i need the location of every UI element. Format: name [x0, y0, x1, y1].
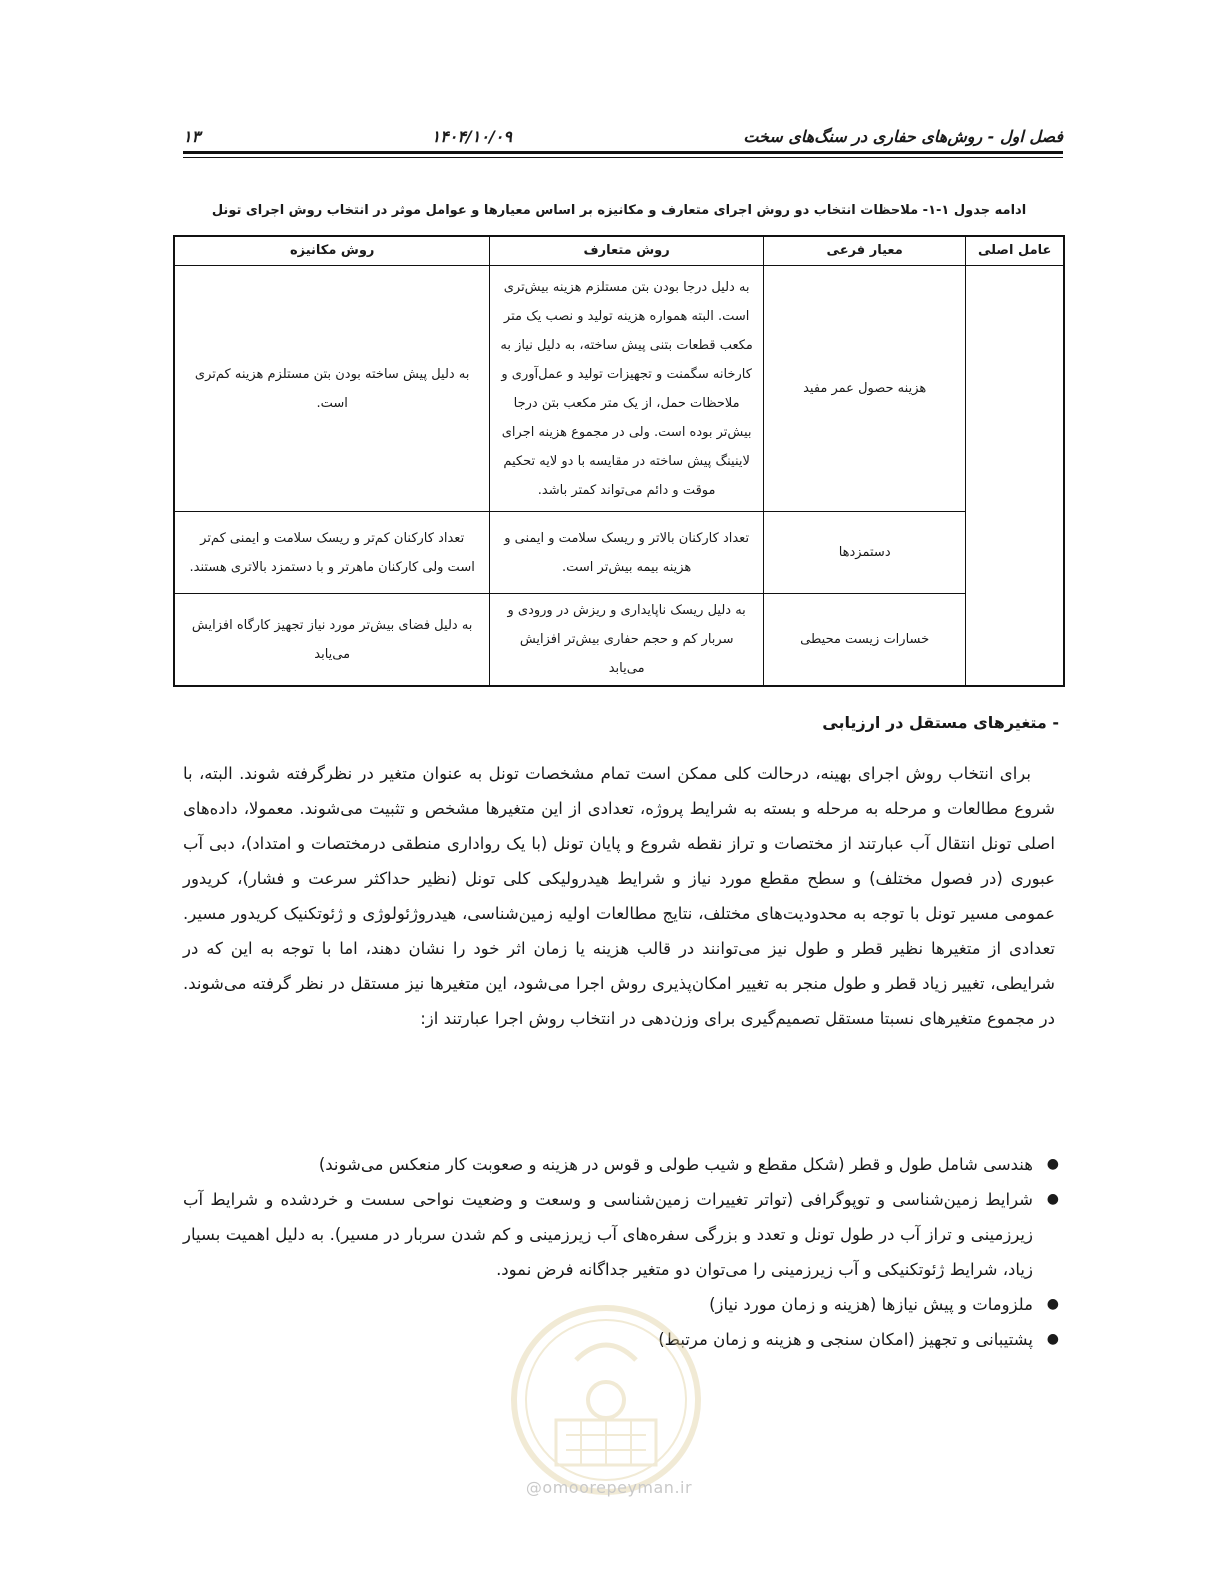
- list-item-text: شرایط زمین‌شناسی و توپوگرافی (تواتر تغییرات زمین‌شناسی و وسعت و وضعیت نواحی سست و خردشده و شرایط آب زیرزمینی و تراز آب در طول تونل و تعدد و بزرگی سفره‌های آب زیرزمینی و کم شدن سربار در مسیر). به دلیل اهمیت بسیار زیاد، شرایط ژئوتکنیکی و آب زیرزمینی را می‌توان دو متغیر جداگانه فرض نمود.: [183, 1190, 1033, 1279]
- mechanized-cell: به دلیل پیش ساخته بودن بتن مستلزم هزینه کم‌تری است.: [174, 266, 490, 512]
- watermark-text: @omoorepeyman.ir: [525, 1478, 693, 1497]
- page-number: ۱۳: [183, 127, 201, 146]
- mechanized-cell: به دلیل فضای بیش‌تر مورد نیاز تجهیز کارگاه افزایش می‌یابد: [174, 594, 490, 687]
- col-header-conventional: روش متعارف: [490, 236, 764, 266]
- paragraph-text: برای انتخاب روش اجرای بهینه، درحالت کلی ممکن است تمام مشخصات تونل به عنوان متغیر در نظرگرفته شوند. البته، با شروع مطالعات و مرحله به مرحله و بسته به شرایط پروژه، تعدادی از این متغیرها مشخص و تثبیت می‌شوند. معمولا، داده‌های اصلی تونل انتقال آب عبارتند از مختصات و تراز نقطه شروع و پایان تونل (با یک رواداری منطقی درمختصات و امتداد)، دبی آب عبوری (در فصول مختلف) و سطح مقطع مورد نیاز و شرایط هیدرولیکی کلی تونل (نظیر حداکثر سرعت و فشار)، کریدور عمومی مسیر تونل با توجه به محدودیت‌های مختلف، نتایج مطالعات اولیه زمین‌شناسی، هیدروژئولوژی و ژئوتکنیک کریدور مسیر. تعدادی از متغیرها نظیر قطر و طول نیز می‌توانند در قالب هزینه یا زمان اثر خود را نشان دهند، اما با توجه به این که در شرایطی، تغییر زیاد قطر و طول منجر به تغییر امکان‌پذیری روش اجرا می‌شود، این متغیرها نیز مستقل در نظر گرفته می‌شوند. در مجموع متغیرهای نسبتا مستقل تصمیم‌گیری برای وزن‌دهی در انتخاب روش اجرا عبارتند از:: [183, 764, 1055, 1028]
- list-item-text: پشتیبانی و تجهیز (امکان سنجی و هزینه و زمان مرتبط): [658, 1330, 1033, 1349]
- list-item: [183, 1182, 1065, 1287]
- list-item-text: ملزومات و پیش نیازها (هزینه و زمان مورد نیاز): [709, 1295, 1033, 1314]
- sub-criterion-cell: دستمزدها: [763, 512, 965, 594]
- conventional-cell: به دلیل ریسک ناپایداری و ریزش در ورودی و سربار کم و حجم حفاری بیش‌تر افزایش می‌یابد: [490, 594, 764, 687]
- bullet-dot-icon: ●: [1046, 1296, 1059, 1312]
- criteria-table: [173, 235, 1065, 687]
- page-header: [183, 120, 1063, 146]
- header-rule-thick: [183, 151, 1063, 154]
- col-header-sub-criterion: معیار فرعی: [763, 236, 965, 266]
- bullet-dot-icon: ●: [1046, 1191, 1059, 1207]
- list-item: [183, 1147, 1065, 1182]
- main-factor-cell: [966, 266, 1064, 687]
- watermark-logo-icon: [506, 1300, 706, 1500]
- list-item-text: هندسی شامل طول و قطر (شکل مقطع و شیب طولی و قوس در هزینه و صعوبت کار منعکس می‌شوند): [318, 1155, 1033, 1174]
- bullet-dot-icon: ●: [1046, 1331, 1059, 1347]
- body-paragraph: [183, 756, 1055, 1036]
- col-header-mechanized: روش مکانیزه: [174, 236, 490, 266]
- section-title: - متغیرهای مستقل در ارزیابی: [822, 713, 1059, 732]
- header-date: ۱۴۰۴/۱۰/۰۹: [431, 127, 512, 146]
- bullet-dot-icon: ●: [1046, 1156, 1059, 1172]
- conventional-cell: به دلیل درجا بودن بتن مستلزم هزینه بیش‌تری است. البته همواره هزینه تولید و نصب یک متر مکعب قطعات بتنی پیش ساخته، به دلیل نیاز به کارخانه سگمنت و تجهیزات تولید و عمل‌آوری و ملاحظات حمل، از یک متر مکعب بتن درجا بیش‌تر بوده است. ولی در مجموع هزینه اجرای لاینینگ پیش ساخته در مقایسه با دو لایه تحکیم موقت و دائم می‌تواند کمتر باشد.: [490, 266, 764, 512]
- sub-criterion-cell: هزینه حصول عمر مفید: [763, 266, 965, 512]
- chapter-title: فصل اول - روش‌های حفاری در سنگ‌های سخت: [743, 127, 1063, 146]
- sub-criterion-cell: خسارات زیست محیطی: [763, 594, 965, 687]
- table-row: [174, 266, 1064, 512]
- table-row: [174, 594, 1064, 687]
- table-header-row: [174, 236, 1064, 266]
- mechanized-cell: تعداد کارکنان کم‌تر و ریسک سلامت و ایمنی کم‌تر است ولی کارکنان ماهرتر و با دستمزد بالاتری هستند.: [174, 512, 490, 594]
- table-caption: ادامه جدول ۱-۱- ملاحظات انتخاب دو روش اجرای متعارف و مکانیزه بر اساس معیارها و عوامل موثر در انتخاب روش اجرای تونل: [211, 203, 1027, 218]
- conventional-cell: تعداد کارکنان بالاتر و ریسک سلامت و ایمنی و هزینه بیمه بیش‌تر است.: [490, 512, 764, 594]
- col-header-main-factor: عامل اصلی: [966, 236, 1064, 266]
- header-rule-thin: [183, 157, 1063, 158]
- table-row: [174, 512, 1064, 594]
